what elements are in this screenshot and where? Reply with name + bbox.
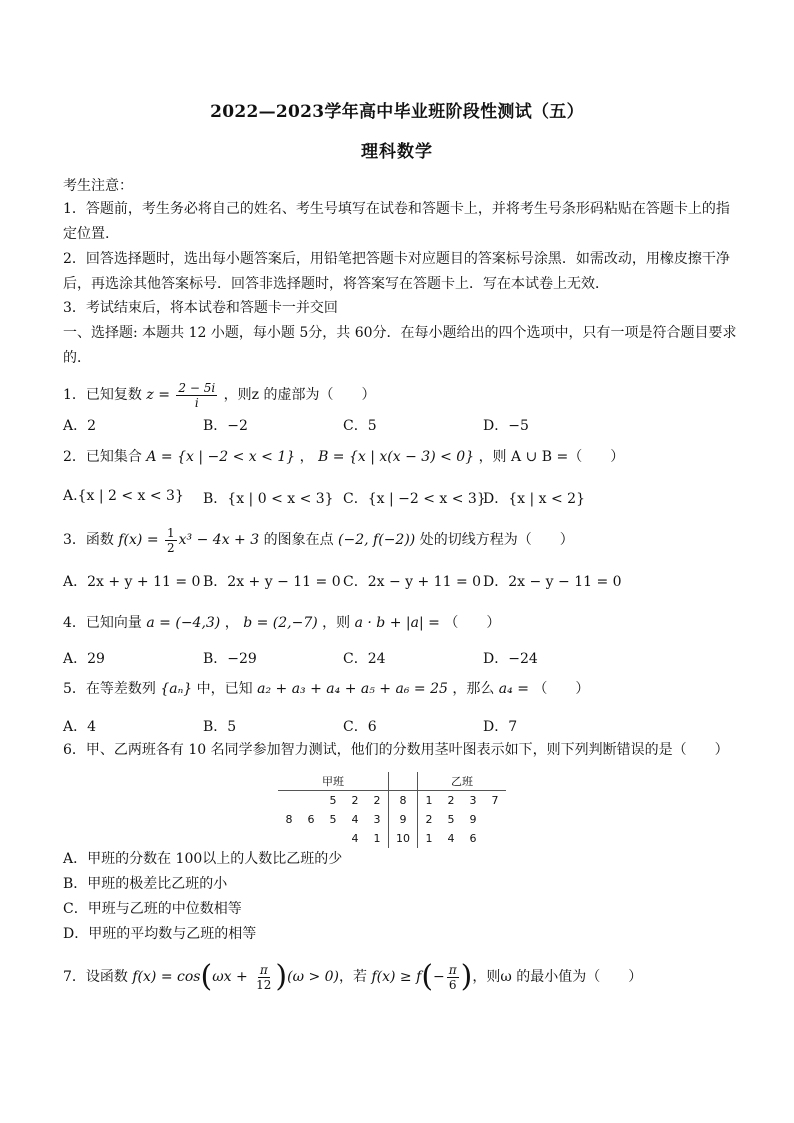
leaf-cell: 6 [469,832,477,845]
question-6-option-a[interactable]: A．甲班的分数在 100以上的人数比乙班的少 [63,851,343,867]
notice-item-1-line-2: 定位置. [63,226,110,242]
question-3-mid: 的图象在点 [263,532,334,548]
question-5-equation: a₂ + a₃ + a₄ + a₅ + a₆ = 25 [257,681,448,697]
fraction-numerator: π [448,962,457,977]
notice-item-2-line-2: 后，再选涂其他答案标号．回答非选择题时，将答案写在答题卡上．写在本试卷上无效． [63,276,609,292]
leaf-cell [484,829,506,848]
leaf-cell: 8 [285,813,293,826]
question-5-target: a₄ = [498,681,529,697]
question-1-choices [63,415,743,435]
notice-item-1-line-1: 1．答题前，考生务必将自己的姓名、考生号填写在试卷和答题卡上，并将考生号条形码粘贴在答题卡上的指 [63,201,730,217]
question-6-option-c[interactable]: C．甲班与乙班的中位数相等 [63,901,242,917]
question-5 [63,679,589,699]
question-1 [63,380,375,410]
question-4-choices [63,648,743,668]
question-4-choice-d[interactable]: D．−24 [483,651,538,667]
leaf-cell [300,791,322,811]
question-6-option-b[interactable]: B．甲班的极差比乙班的小 [63,876,228,892]
question-7-condition: (ω > 0) [287,969,340,985]
question-5-prefix: 5．在等差数列 [63,681,156,697]
class-a-header: 甲班 [278,772,389,791]
question-5-choice-c[interactable]: C．6 [343,719,377,735]
left-paren: ( [200,959,213,994]
fraction-numerator: π [259,962,268,977]
stem-leaf-table [278,772,506,848]
leaf-cell: 3 [373,813,381,826]
question-7-suffix: ，则ω 的最小值为（ ） [472,969,643,985]
question-4-choice-b[interactable]: B．−29 [203,651,257,667]
stem-leaf-header-row [278,772,506,791]
question-3-choice-d[interactable]: D．2x − y − 11 = 0 [483,574,622,590]
question-4-prefix: 4．已知向量 [63,615,142,631]
fraction-denominator: 12 [256,977,272,992]
question-2-choice-d[interactable]: D．{x | x < 2} [483,491,585,507]
question-3-choices [63,571,743,591]
leaf-cell: 1 [425,832,433,845]
notice-item-3: 3．考试结束后，将本试卷和答题卡一并交回 [63,300,338,316]
section-1-intro-line-1: 一、选择题: 本题共 12 小题，每小题 5分，共 60分．在每小题给出的四个选项中，只有一项是符合题目要求 [63,325,737,341]
fraction-numerator: 1 [167,525,175,540]
question-3-suffix: 处的切线方程为（ ） [419,532,574,548]
left-paren: ( [421,959,434,994]
question-5-choice-b[interactable]: B．5 [203,719,237,735]
table-row [278,791,506,811]
question-5-mid: 中，已知 [196,681,253,697]
question-1-choice-b[interactable]: B．−2 [203,418,248,434]
question-1-choice-d[interactable]: D．−5 [483,418,529,434]
question-5-ask: ，那么 [452,681,495,697]
question-2 [63,447,624,467]
leaf-cell: 7 [491,794,499,807]
question-3-point: (−2, f(−2)) [338,532,416,548]
leaf-cell [484,810,506,829]
leaf-cell: 6 [307,813,315,826]
question-2-separator: ， [299,449,314,465]
question-2-choice-b[interactable]: B．{x | 0 < x < 3} [203,491,334,507]
question-7 [63,960,642,994]
question-5-suffix: （ ） [533,681,590,697]
question-4-vector-a: a = (−4,3) [146,615,221,631]
question-4-separator: ， [224,615,239,631]
question-3-choice-a[interactable]: A．2x + y + 11 = 0 [63,574,201,590]
question-5-choices [63,716,743,736]
question-3-choice-c[interactable]: C．2x − y + 11 = 0 [343,574,482,590]
question-1-choice-c[interactable]: C．5 [343,418,377,434]
stem-cell: 8 [389,791,418,811]
question-1-suffix: ，则z 的虚部为（ ） [223,387,376,403]
exam-title: 2022—2023学年高中毕业班阶段性测试（五） [210,102,584,122]
question-2-set-a: A = {x | −2 < x < 1} [146,449,296,465]
exam-subtitle: 理科数学 [361,142,433,162]
question-1-fraction [176,381,217,410]
leaf-cell: 2 [447,794,455,807]
section-1-intro-line-2: 的． [63,350,91,366]
question-5-choice-d[interactable]: D．7 [483,719,518,735]
leaf-cell: 1 [373,832,381,845]
question-4-vector-b: b = (2,−7) [243,615,318,631]
leaf-cell: 1 [425,794,433,807]
question-1-prefix: 1．已知复数 [63,387,142,403]
leaf-cell: 9 [469,813,477,826]
stem-cell: 10 [389,829,418,848]
question-3-prefix: 3．函数 [63,532,114,548]
question-6-option-d[interactable]: D．甲班的平均数与乙班的相等 [63,926,257,942]
leaf-cell [278,829,300,848]
leaf-cell: 3 [469,794,477,807]
question-3-choice-b[interactable]: B．2x + y − 11 = 0 [203,574,341,590]
question-2-choice-a[interactable]: A.{x | 2 < x < 3} [63,488,184,504]
leaf-cell: 4 [447,832,455,845]
leaf-cell: 2 [425,813,433,826]
notice-item-2-line-1: 2．回答选择题时，选出每小题答案后，用铅笔把答题卡对应题目的答案标号涂黑．如需改动，用橡皮擦干净 [63,251,730,267]
fraction-numerator: 2 − 5i [178,380,216,395]
right-paren: ) [460,959,473,994]
leaf-cell: 5 [329,813,337,826]
leaf-cell: 4 [351,813,359,826]
question-7-function: f(x) = cos [132,969,201,985]
fraction-denominator: 6 [448,977,457,992]
question-1-choice-a[interactable]: A．2 [63,418,97,434]
stem-header [389,772,418,791]
table-row [278,829,506,848]
question-2-choice-c[interactable]: C．{x | −2 < x < 3} [343,491,486,507]
question-4-choice-c[interactable]: C．24 [343,651,386,667]
leaf-cell: 5 [447,813,455,826]
leaf-cell: 2 [373,794,381,807]
question-2-choices [63,488,743,508]
question-4-ask: ，则 [322,615,351,631]
leaf-cell [322,829,344,848]
table-row [278,810,506,829]
question-7-fraction-2 [447,963,459,992]
leaf-cell: 2 [351,794,359,807]
question-4-suffix: （ ） [444,615,501,631]
leaf-cell [278,791,300,811]
question-4-choice-a[interactable]: A．29 [63,651,105,667]
leaf-cell [300,829,322,848]
question-1-var: z = [146,387,170,403]
question-7-inequality: f(x) ≥ f [371,969,422,985]
question-3-polynomial: x³ − 4x + 3 [178,532,260,548]
fraction-denominator: i [194,395,199,410]
question-2-prefix: 2．已知集合 [63,449,142,465]
right-paren: ) [275,959,288,994]
question-5-sequence: {aₙ} [160,681,193,697]
question-3-fraction [165,526,177,555]
question-7-prefix: 7．设函数 [63,969,128,985]
stem-cell: 9 [389,810,418,829]
question-3-function: f(x) = [118,532,159,548]
fraction-denominator: 2 [167,540,175,555]
leaf-cell: 5 [329,794,337,807]
question-7-fraction-1 [254,963,273,992]
question-6: 6．甲、乙两班各有 10 名同学参加智力测试，他们的分数用茎叶图表示如下，则下列判断错误的是（ ） [63,742,729,758]
question-3 [63,525,574,555]
leaf-cell: 4 [351,832,359,845]
class-b-header: 乙班 [418,772,507,791]
question-5-choice-a[interactable]: A．4 [63,719,97,735]
question-7-inner: ωx + [212,969,248,985]
question-4-expression: a · b + |a| = [354,615,440,631]
question-7-mid: ，若 [339,969,368,985]
notice-label: 考生注意： [63,178,133,194]
question-2-set-b: B = {x | x(x − 3) < 0} [318,449,475,465]
question-2-ask: ，则 A ∪ B =（ ） [478,449,625,465]
minus-sign: − [433,969,445,985]
question-4 [63,613,500,633]
